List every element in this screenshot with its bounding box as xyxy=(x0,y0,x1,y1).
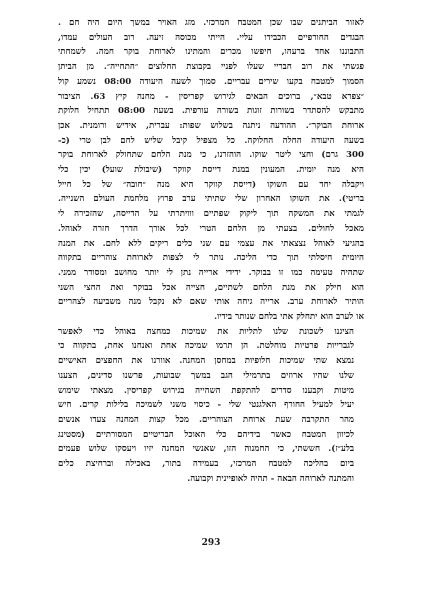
text-line: בשעה היעודה החלה החלוקה. כל מצפיל קיבל שליש לחם לבן טרי (כ- xyxy=(58,135,364,146)
text-line: או לערב הוא יתחלק אתי בלחם שנותר בידיו. xyxy=(214,312,364,323)
text-line: הציגנו לשכונת שלנו לתליות את שמיכות כמחצה באוהל כדי לאפשר xyxy=(58,326,354,337)
text-line: היא מנה יומית. המעונין במנת דייסת קווקר (שיבולת שועל) יכין כלי xyxy=(58,165,364,176)
text-line: הסמוך למטבח בקעו שירים עבריים. סמוך לשעה היעודה 08:00 נשמע קול xyxy=(58,76,364,87)
text-line: מיטות וקבענו סדרים להתקפת השהייה בגירוש קפריסין. מצאתי שימוש xyxy=(58,385,354,396)
text-line: בלע״ז). חששתי, כי החמנוה הזו, שאנשי המחנה יזיו ויעסקו שלוש פעמים xyxy=(58,444,354,455)
text-line: הוא חילק את מנת הלחם לשתיים, חצייה אכל בבוקר ואת החצי השני xyxy=(58,282,364,293)
text-line: ארוחת הבוקר״. ההודעה ניתנה בשלוש שפות: עברית, אידיש ורומנית. אכן xyxy=(58,120,364,131)
text-line: יעיל למעיל החורף האלגנטי שלי - כיסוי משני לשמיכה בלילות קרים. חיש xyxy=(58,400,354,411)
text-line: לגברייות פרטיות מוחלטת. הן תרמו שמיכה אחת ואנחנו אחת, בתקווה כי xyxy=(58,341,354,352)
text-line: היומית חיסלתי תוך כדי הליכה. נותר לי לצפות לארוחת צוהריים בתקווה xyxy=(58,253,364,264)
text-line: פגשתי את רוב חבריי שעלו לפניי בקבוצת החלוצים ״התחייה״. מן הביתן xyxy=(58,62,364,73)
text-line: הבגדים החורפיים הכבידו עליי. הייתי מכוסה זיעה. רוב העולים עמדו, xyxy=(58,32,364,43)
text-line: שתהיה טעימה כמו זו בבוקר. ידידי ארייה נתן לי יותר מחושב ומסודר ממני. xyxy=(58,267,364,278)
text-line: לכיוון המטבח כאשר בידיהם כלי האוכל הבריטיים המסורתיים (מסטינג xyxy=(58,429,354,440)
text-line: שלנו שהיו ארוזים בתרמילי הגב במשך שבועות, פרשנו סדינים, הצענו xyxy=(58,370,354,381)
text-line: והמתנה לארוחה הבאה - תהיה לאופיינית וקבועה. xyxy=(187,473,354,484)
text-line: לאזור הביתנים שבו שכן המטבח המרכזי. מזג האויר במשך היום היה חם . xyxy=(58,18,364,28)
text-line: בריטי). את השוקו האחרון שלי שתיתי ערב פרוץ מלחמת העולם השנייה. xyxy=(58,194,364,205)
text-line: בהגיעי לאוהל נצצאתי את עצמי עם שני כלים ריקים ללא לחם. את המנה xyxy=(58,238,364,249)
text-line: ביום בהליכה למטבח המרכזי, בעמידה בתור, באכילה וברחיצת כלים xyxy=(58,459,354,470)
paragraph xyxy=(58,16,364,325)
text-line: מאכל לחולים. בצעתי מן הלחם הטרי לכל אורך הדרך חזרה לאוהל. xyxy=(58,223,364,234)
text-line: 300 גרם) וחצי ליטר שוקו. הוהזרנו, כי מנת הלחם שתחולק לארוחת בוקר xyxy=(58,150,364,161)
text-line: נמצא שתי שמיכות חלופיות במחסן המחנה. אוורנו את החפצים האישיים xyxy=(58,356,354,367)
text-line: מתבקש להסתדר בשורות זוגות בשורה עורפית. בשעה 08:00 תתחיל חלוקת xyxy=(58,106,364,117)
text-line: הותיר לארוחת ערב. ארייה גיחה אותי שאם לא נקבל מנה משביעה לצהריים xyxy=(58,297,364,308)
page-number: 293 xyxy=(201,538,221,548)
paragraph xyxy=(58,325,364,487)
text-line: ״צפרא טבא״, ברוכים הבאים לגירוש קפריסין - מחנה קיץ 63. הציבור xyxy=(58,91,364,102)
text-line: ויקבלה יחד עם השוקו (דייסת קווקר היא מנה ״חובה״ של כל חייל xyxy=(58,179,364,190)
body-text xyxy=(58,16,364,487)
text-line: מהר התקרבה שעת ארוחת הצוהריים. מכל קצות המחנה צעדו אנשים xyxy=(58,414,354,425)
text-line: התבוננו אחד ברעהו, חיפשו מכרים והמתינו לארוחת בוקר חמה. לשמחתי xyxy=(58,47,364,58)
text-line: לגמתי את המשקה תוך ליקוק שפתיים ווויתרתי על הדייסה, שהזכירה לי xyxy=(58,209,364,220)
